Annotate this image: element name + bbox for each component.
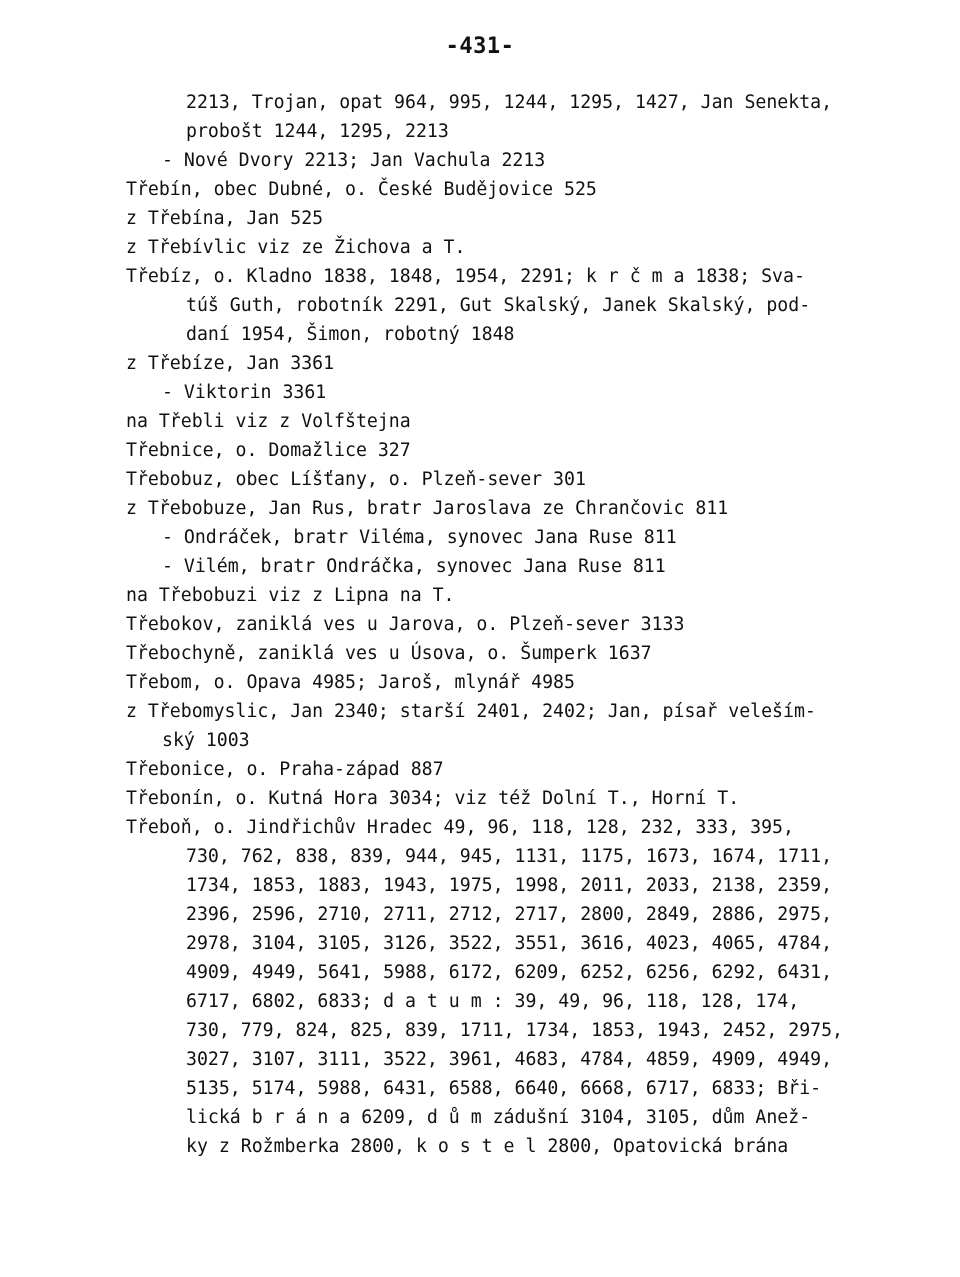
index-entry-line: 5135, 5174, 5988, 6431, 6588, 6640, 6668, 6717, 6833; Bři- <box>186 1078 822 1099</box>
index-entry-line: lická b r á n a 6209, d ů m zádušní 3104, 3105, dům Anež- <box>186 1107 811 1128</box>
index-entry-line: túš Guth, robotník 2291, Gut Skalský, Janek Skalský, pod- <box>186 295 811 316</box>
index-entry-line: ský 1003 <box>162 730 250 751</box>
page-number: -431- <box>445 34 515 59</box>
index-entry-line: 4909, 4949, 5641, 5988, 6172, 6209, 6252, 6256, 6292, 6431, <box>186 962 833 983</box>
index-entry-line: ky z Rožmberka 2800, k o s t e l 2800, Opatovická brána <box>186 1136 789 1157</box>
index-entry-line: 730, 779, 824, 825, 839, 1711, 1734, 1853, 1943, 2452, 2975, <box>186 1020 843 1041</box>
index-entry-line: Třebonín, o. Kutná Hora 3034; viz též Dolní T., Horní T. <box>126 788 740 809</box>
index-entry-line: - Vilém, bratr Ondráčka, synovec Jana Ruse 811 <box>162 556 666 577</box>
index-entry-line: 1734, 1853, 1883, 1943, 1975, 1998, 2011, 2033, 2138, 2359, <box>186 875 833 896</box>
index-entry-line: Třebíz, o. Kladno 1838, 1848, 1954, 2291; k r č m a 1838; Sva- <box>126 266 805 287</box>
index-entry-line: - Ondráček, bratr Viléma, synovec Jana Ruse 811 <box>162 527 677 548</box>
index-entry-line: z Třebína, Jan 525 <box>126 208 324 229</box>
index-body <box>126 88 906 1161</box>
index-entry-line: Třebonice, o. Praha-západ 887 <box>126 759 444 780</box>
index-entry-line: 2978, 3104, 3105, 3126, 3522, 3551, 3616, 4023, 4065, 4784, <box>186 933 833 954</box>
index-entry-line: daní 1954, Šimon, robotný 1848 <box>186 324 515 345</box>
index-entry-line: z Třebomyslic, Jan 2340; starší 2401, 2402; Jan, písař veleším- <box>126 701 816 722</box>
index-entry-line: z Třebívlic viz ze Žichova a T. <box>126 237 466 258</box>
index-entry-line: Třebín, obec Dubné, o. České Budějovice 525 <box>126 179 597 200</box>
index-entry-line: probošt 1244, 1295, 2213 <box>186 121 449 142</box>
index-entry-line: na Třebobuzi viz z Lipna na T. <box>126 585 455 606</box>
index-entry-line: - Nové Dvory 2213; Jan Vachula 2213 <box>162 150 546 171</box>
index-entry-line: z Třebíze, Jan 3361 <box>126 353 335 374</box>
index-entry-line: Třebochyně, zaniklá ves u Úsova, o. Šumperk 1637 <box>126 643 652 664</box>
index-entry-line: Třebobuz, obec Líšťany, o. Plzeň-sever 301 <box>126 469 586 490</box>
index-entry-line: Třeboň, o. Jindřichův Hradec 49, 96, 118, 128, 232, 333, 395, <box>126 817 794 838</box>
index-entry-line: Třebokov, zaniklá ves u Jarova, o. Plzeň-sever 3133 <box>126 614 685 635</box>
index-entry-line: 2213, Trojan, opat 964, 995, 1244, 1295, 1427, Jan Senekta, <box>186 92 833 113</box>
index-entry-line: 2396, 2596, 2710, 2711, 2712, 2717, 2800, 2849, 2886, 2975, <box>186 904 833 925</box>
index-entry-line: Třebnice, o. Domažlice 327 <box>126 440 411 461</box>
index-entry-line: na Třebli viz z Volfštejna <box>126 411 411 432</box>
index-entry-line: 6717, 6802, 6833; d a t u m : 39, 49, 96, 118, 128, 174, <box>186 991 800 1012</box>
index-entry-line: z Třebobuze, Jan Rus, bratr Jaroslava ze Chrančovic 811 <box>126 498 729 519</box>
index-entry-line: 3027, 3107, 3111, 3522, 3961, 4683, 4784, 4859, 4909, 4949, <box>186 1049 833 1070</box>
index-entry-line: 730, 762, 838, 839, 944, 945, 1131, 1175, 1673, 1674, 1711, <box>186 846 833 867</box>
index-entry-line: Třebom, o. Opava 4985; Jaroš, mlynář 4985 <box>126 672 575 693</box>
index-entry-line: - Viktorin 3361 <box>162 382 327 403</box>
